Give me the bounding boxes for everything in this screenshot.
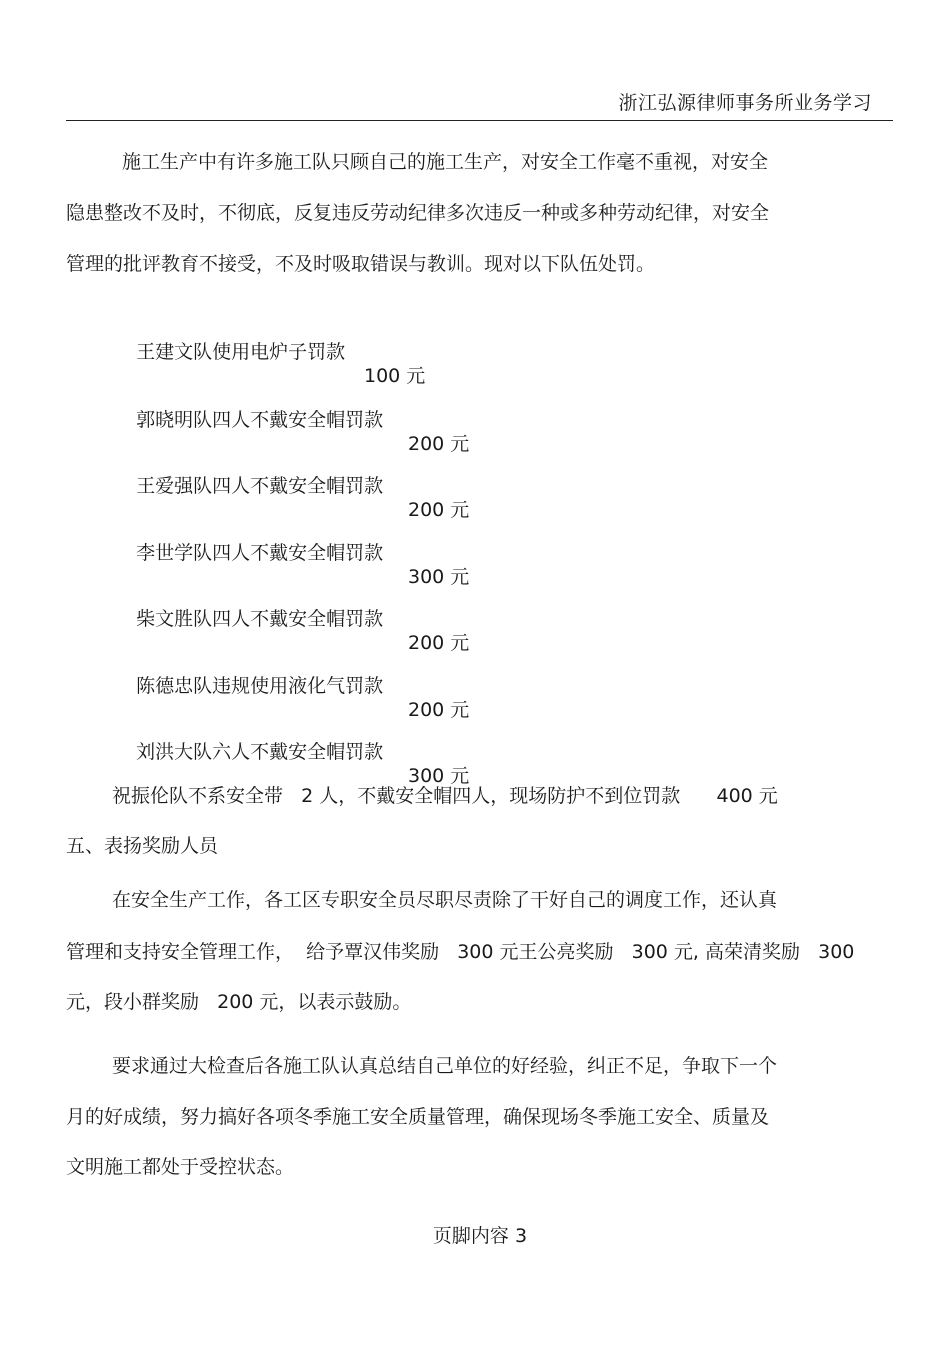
fine-amount: 200 元 — [408, 632, 470, 654]
header-rule — [66, 120, 893, 121]
fine-amount: 300 元 — [408, 566, 470, 588]
fine-amount: 200 元 — [408, 499, 470, 521]
fine-text: 刘洪大队六人不戴安全帽罚款 — [136, 741, 384, 763]
intro-line-3: 管理的批评教育不接受，不及时吸取错误与教训。现对以下队伍处罚。 — [66, 253, 656, 275]
closing-line-3: 文明施工都处于受控状态。 — [66, 1156, 295, 1178]
fine-amount: 200 元 — [408, 433, 470, 455]
fine-amount: 100 元 — [364, 365, 426, 387]
closing-line-1: 要求通过大检查后各施工队认真总结自己单位的好经验，纠正不足，争取下一个 — [112, 1055, 778, 1077]
intro-line-2: 隐患整改不及时，不彻底，反复违反劳动纪律多次违反一种或多种劳动纪律，对安全 — [66, 202, 770, 224]
closing-line-2: 月的好成绩，努力搞好各项冬季施工安全质量管理，确保现场冬季施工安全、质量及 — [66, 1106, 770, 1128]
fine-text: 王建文队使用电炉子罚款 — [136, 341, 346, 363]
fine-text: 柴文胜队四人不戴安全帽罚款 — [136, 608, 384, 630]
fine-amount: 300 元 — [408, 765, 470, 787]
fine-text: 郭晓明队四人不戴安全帽罚款 — [136, 409, 384, 431]
reward-line-1: 在安全生产工作，各工区专职安全员尽职尽责除了干好自己的调度工作，还认真 — [112, 889, 778, 911]
last-fine: 祝振伦队不系安全带 2 人，不戴安全帽四人，现场防护不到位罚款 400 元 — [112, 785, 778, 807]
header-title: 浙江弘源律师事务所业务学习 — [618, 92, 872, 114]
reward-line-2: 管理和支持安全管理工作， 给予覃汉伟奖励 300 元王公亮奖励 300 元, 高荣清奖励 300 — [66, 941, 855, 963]
section-heading: 五、表扬奖励人员 — [66, 835, 219, 857]
fine-text: 李世学队四人不戴安全帽罚款 — [136, 542, 384, 564]
fine-amount: 200 元 — [408, 699, 470, 721]
fine-text: 王爱强队四人不戴安全帽罚款 — [136, 475, 384, 497]
intro-line-1: 施工生产中有许多施工队只顾自己的施工生产，对安全工作毫不重视，对安全 — [122, 151, 769, 173]
fine-text: 陈德忠队违规使用液化气罚款 — [136, 675, 384, 697]
page-footer: 页脚内容 3 — [432, 1225, 528, 1247]
reward-line-3: 元，段小群奖励 200 元，以表示鼓励。 — [66, 991, 412, 1013]
